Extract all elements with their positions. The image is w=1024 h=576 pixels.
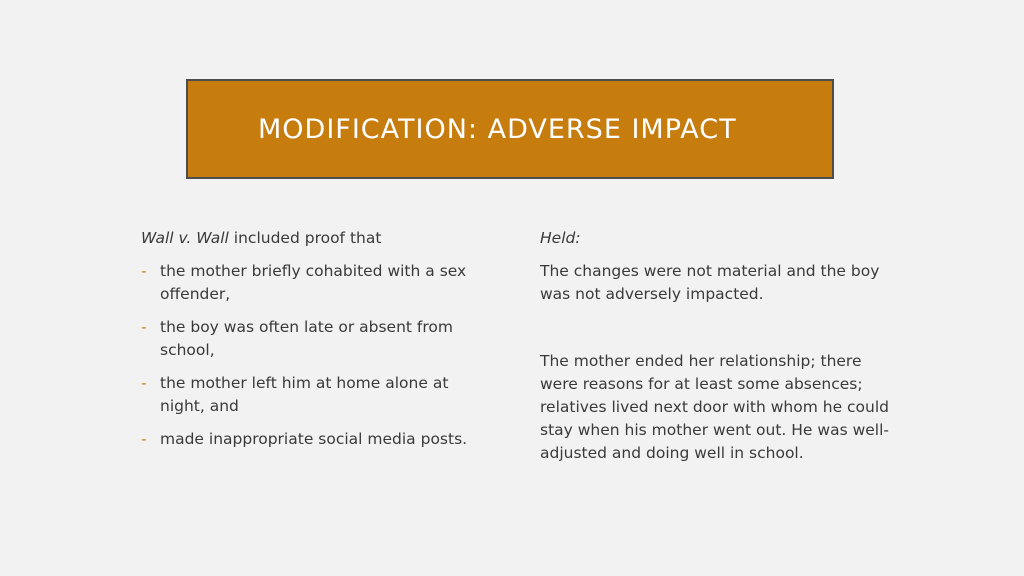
evidence-list [141, 260, 491, 451]
dash-bullet-icon: - [141, 430, 147, 448]
slide-title: MODIFICATION: ADVERSE IMPACT [258, 113, 737, 145]
list-item [141, 372, 491, 418]
title-banner [186, 79, 834, 179]
right-column [540, 227, 890, 465]
dash-bullet-icon: - [141, 374, 147, 392]
holding-paragraph: The changes were not material and the boy was not adversely impacted. [540, 262, 880, 303]
case-intro-text: included proof that [228, 229, 382, 247]
list-item-text: the mother left him at home alone at night, and [160, 374, 449, 415]
reasoning-paragraph: The mother ended her relationship; there were reasons for at least some absences; relatives lived next door with whom he could stay when his mother went out. He was well-adjusted and doing well in school. [540, 352, 890, 462]
held-label: Held: [540, 229, 581, 247]
list-item-text: the mother briefly cohabited with a sex offender, [160, 262, 467, 303]
list-item-text: the boy was often late or absent from school, [160, 318, 453, 359]
list-item-text: made inappropriate social media posts. [160, 430, 468, 448]
list-item [141, 428, 491, 451]
case-intro [141, 227, 491, 250]
dash-bullet-icon: - [141, 318, 147, 336]
left-column [141, 227, 491, 461]
dash-bullet-icon: - [141, 262, 147, 280]
case-name: Wall v. Wall [141, 229, 229, 247]
list-item [141, 316, 491, 362]
list-item [141, 260, 491, 306]
